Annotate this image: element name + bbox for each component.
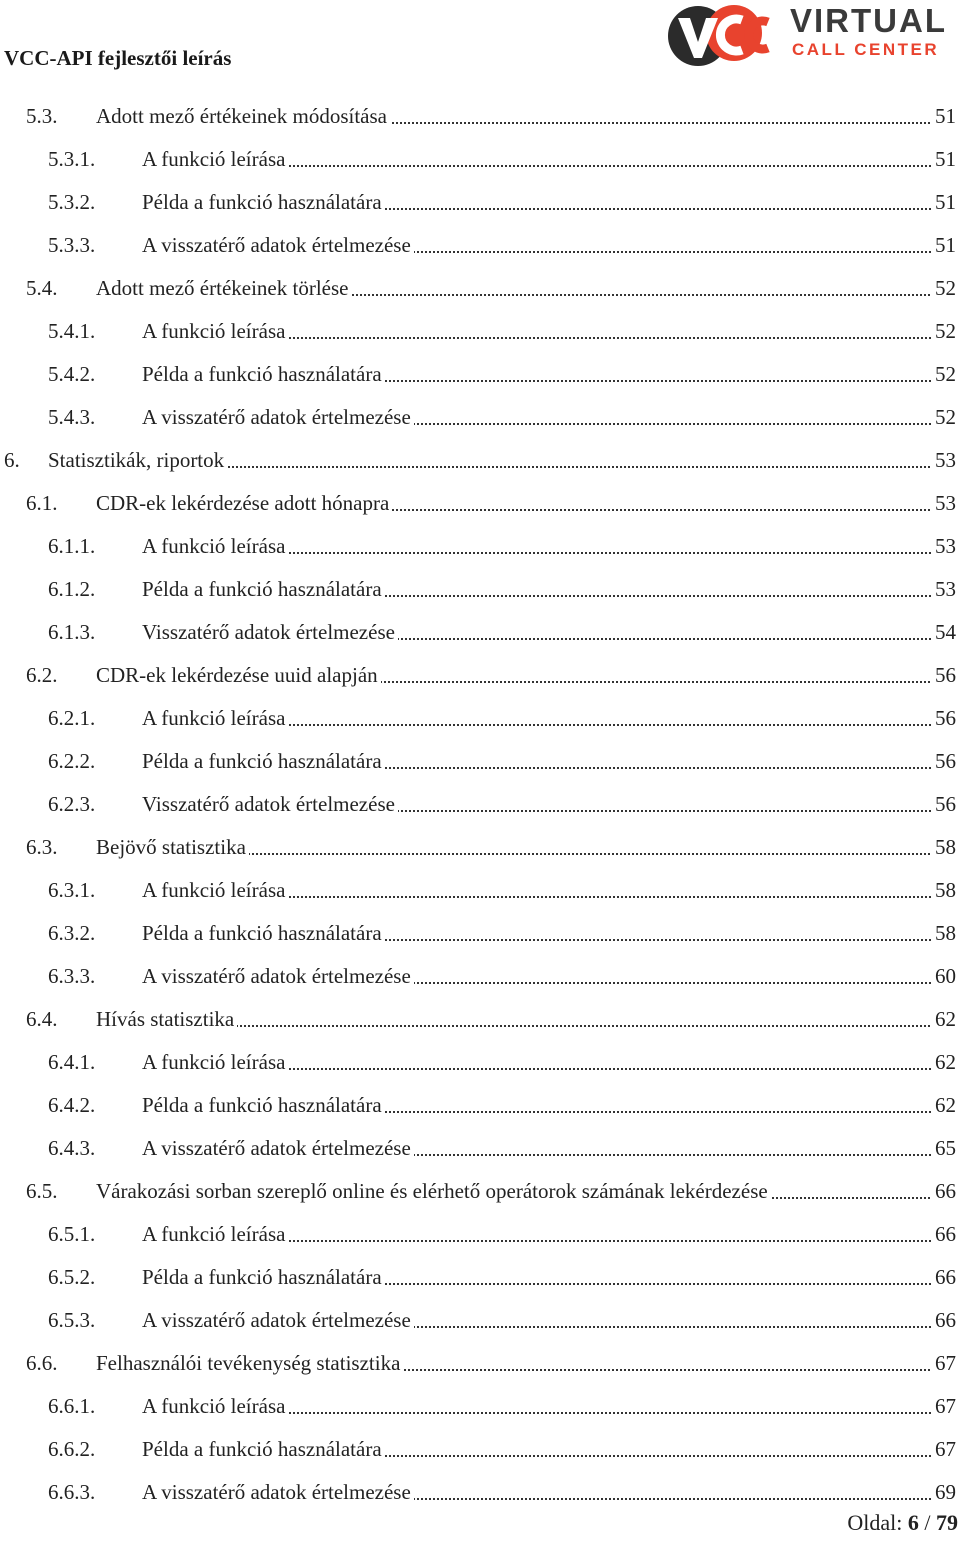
toc-entry-title: A funkció leírása	[142, 1222, 288, 1247]
toc-entry-number: 6.4.2.	[48, 1093, 96, 1117]
footer-label: Oldal:	[847, 1510, 903, 1535]
toc-entry[interactable]	[0, 1257, 960, 1300]
toc-entry-page: 67	[932, 1437, 956, 1462]
toc-entry-number: 6.3.1.	[48, 878, 96, 902]
toc-entry-page: 51	[932, 190, 956, 215]
toc-entry[interactable]	[0, 870, 960, 913]
toc-entry-title: Felhasználói tevékenység statisztika	[96, 1351, 403, 1376]
toc-entry[interactable]	[0, 784, 960, 827]
toc-entry-number: 6.2.1.	[48, 706, 96, 730]
toc-entry-number: 6.4.	[26, 1007, 58, 1031]
toc-entry-page: 51	[932, 233, 956, 258]
toc-entry-title: Hívás statisztika	[96, 1007, 237, 1032]
toc-entry-page: 56	[932, 706, 956, 731]
page-number-footer	[847, 1510, 958, 1536]
toc-entry-number: 6.6.2.	[48, 1437, 96, 1461]
toc-entry-page: 58	[932, 835, 956, 860]
toc-entry-number: 5.4.3.	[48, 405, 96, 429]
toc-entry-title: A funkció leírása	[142, 878, 288, 903]
toc-entry-title: Példa a funkció használatára	[142, 749, 385, 774]
toc-entry[interactable]	[0, 182, 960, 225]
toc-entry-number: 5.3.	[26, 104, 58, 128]
toc-entry-title: Várakozási sorban szereplő online és elérhető operátorok számának lekérdezése	[96, 1179, 771, 1204]
toc-entry-page: 53	[932, 448, 956, 473]
toc-entry-title: A funkció leírása	[142, 147, 288, 172]
toc-entry-number: 6.2.2.	[48, 749, 96, 773]
vcc-logo	[664, 0, 960, 72]
toc-entry[interactable]	[0, 526, 960, 569]
toc-entry-page: 58	[932, 921, 956, 946]
toc-entry-number: 6.3.	[26, 835, 58, 859]
toc-entry-title: Visszatérő adatok értelmezése	[142, 620, 398, 645]
toc-entry-page: 54	[932, 620, 956, 645]
toc-entry[interactable]	[0, 1171, 960, 1214]
toc-entry[interactable]	[0, 311, 960, 354]
toc-entry-number: 6.2.3.	[48, 792, 96, 816]
toc-entry[interactable]	[0, 655, 960, 698]
toc-entry[interactable]	[0, 483, 960, 526]
toc-entry-title: A visszatérő adatok értelmezése	[142, 1308, 414, 1333]
toc-entry-number: 5.3.3.	[48, 233, 96, 257]
toc-entry-title: A funkció leírása	[142, 706, 288, 731]
toc-entry-title: Adott mező értékeinek törlése	[96, 276, 351, 301]
toc-entry-number: 5.4.	[26, 276, 58, 300]
toc-entry-page: 52	[932, 405, 956, 430]
toc-entry-title: Példa a funkció használatára	[142, 362, 385, 387]
toc-entry[interactable]	[0, 1429, 960, 1472]
toc-entry-number: 5.4.2.	[48, 362, 96, 386]
toc-entry[interactable]	[0, 1386, 960, 1429]
toc-entry[interactable]	[0, 1300, 960, 1343]
toc-entry-page: 62	[932, 1093, 956, 1118]
toc-entry-number: 6.5.2.	[48, 1265, 96, 1289]
toc-entry[interactable]	[0, 612, 960, 655]
toc-entry[interactable]	[0, 827, 960, 870]
toc-entry-title: Példa a funkció használatára	[142, 190, 385, 215]
toc-entry-title: Statisztikák, riportok	[48, 448, 227, 473]
toc-entry-title: A funkció leírása	[142, 1050, 288, 1075]
toc-entry-title: Példa a funkció használatára	[142, 1265, 385, 1290]
page-header	[0, 0, 960, 90]
toc-entry-page: 66	[932, 1308, 956, 1333]
toc-entry-title: Bejövő statisztika	[96, 835, 249, 860]
toc-entry-number: 6.5.3.	[48, 1308, 96, 1332]
toc-entry-page: 56	[932, 792, 956, 817]
svg-text:VCC: VCC	[726, 68, 729, 69]
toc-entry-page: 52	[932, 319, 956, 344]
toc-entry-title: CDR-ek lekérdezése adott hónapra	[96, 491, 392, 516]
toc-entry[interactable]	[0, 1472, 960, 1515]
toc-entry-title: Példa a funkció használatára	[142, 577, 385, 602]
toc-entry-title: A visszatérő adatok értelmezése	[142, 233, 414, 258]
toc-entry[interactable]	[0, 268, 960, 311]
toc-entry[interactable]	[0, 225, 960, 268]
toc-entry-title: Példa a funkció használatára	[142, 1437, 385, 1462]
toc-entry[interactable]	[0, 354, 960, 397]
toc-entry-page: 56	[932, 749, 956, 774]
toc-entry-title: Visszatérő adatok értelmezése	[142, 792, 398, 817]
toc-entry-number: 6.6.3.	[48, 1480, 96, 1504]
toc-entry[interactable]	[0, 1343, 960, 1386]
toc-entry[interactable]	[0, 999, 960, 1042]
toc-entry-page: 62	[932, 1007, 956, 1032]
footer-total-pages: 79	[936, 1510, 958, 1535]
toc-entry-page: 53	[932, 534, 956, 559]
toc-entry-number: 6.1.3.	[48, 620, 96, 644]
toc-entry[interactable]	[0, 913, 960, 956]
toc-entry-page: 60	[932, 964, 956, 989]
toc-entry-title: A visszatérő adatok értelmezése	[142, 964, 414, 989]
toc-entry-page: 51	[932, 104, 956, 129]
toc-entry[interactable]	[0, 1128, 960, 1171]
toc-entry-page: 56	[932, 663, 956, 688]
toc-entry-number: 6.3.2.	[48, 921, 96, 945]
toc-entry-page: 67	[932, 1351, 956, 1376]
toc-entry-number: 6.1.2.	[48, 577, 96, 601]
toc-entry-number: 6.5.1.	[48, 1222, 96, 1246]
toc-entry-number: 5.3.2.	[48, 190, 96, 214]
toc-entry[interactable]	[0, 956, 960, 999]
toc-entry-title: A funkció leírása	[142, 319, 288, 344]
footer-current-page: 6	[907, 1510, 919, 1535]
toc-entry[interactable]	[0, 1214, 960, 1257]
toc-entry-page: 66	[932, 1179, 956, 1204]
toc-entry-title: A funkció leírása	[142, 534, 288, 559]
toc-entry[interactable]	[0, 1085, 960, 1128]
toc-entry-number: 5.4.1.	[48, 319, 96, 343]
toc-entry-page: 58	[932, 878, 956, 903]
toc-entry-title: A visszatérő adatok értelmezése	[142, 1136, 414, 1161]
toc-entry-number: 5.3.1.	[48, 147, 96, 171]
toc-entry[interactable]	[0, 698, 960, 741]
logo-text-call-center: CALL CENTER	[792, 40, 940, 59]
toc-entry-page: 53	[932, 491, 956, 516]
toc-entry-page: 69	[932, 1480, 956, 1505]
toc-entry-page: 51	[932, 147, 956, 172]
toc-entry-number: 6.1.	[26, 491, 58, 515]
toc-entry[interactable]	[0, 741, 960, 784]
toc-entry-page: 52	[932, 362, 956, 387]
toc-entry-number: 6.4.3.	[48, 1136, 96, 1160]
footer-separator: /	[924, 1510, 931, 1535]
toc-entry[interactable]	[0, 440, 960, 483]
toc-entry[interactable]	[0, 1042, 960, 1085]
toc-entry-page: 65	[932, 1136, 956, 1161]
document-title: VCC-API fejlesztői leírás	[4, 46, 232, 70]
toc-entry-page: 53	[932, 577, 956, 602]
toc-entry-number: 6.4.1.	[48, 1050, 96, 1074]
toc-entry-page: 62	[932, 1050, 956, 1075]
toc-entry-number: 6.	[4, 448, 20, 472]
toc-entry-title: Példa a funkció használatára	[142, 1093, 385, 1118]
toc-entry-number: 6.2.	[26, 663, 58, 687]
toc-entry-page: 67	[932, 1394, 956, 1419]
toc-entry-number: 6.6.1.	[48, 1394, 96, 1418]
vcc-logo-mark-icon	[664, 0, 788, 72]
toc-entry-title: CDR-ek lekérdezése uuid alapján	[96, 663, 381, 688]
toc-entry-title: A funkció leírása	[142, 1394, 288, 1419]
toc-entry[interactable]	[0, 569, 960, 612]
toc-entry-title: A visszatérő adatok értelmezése	[142, 1480, 414, 1505]
toc-entry-number: 6.1.1.	[48, 534, 96, 558]
toc-entry-page: 66	[932, 1265, 956, 1290]
toc-entry[interactable]	[0, 397, 960, 440]
logo-text-virtual: VIRTUAL	[790, 2, 947, 39]
toc-entry[interactable]	[0, 96, 960, 139]
toc-entry-title: A visszatérő adatok értelmezése	[142, 405, 414, 430]
toc-entry-title: Adott mező értékeinek módosítása	[96, 104, 390, 129]
toc-entry-number: 6.6.	[26, 1351, 58, 1375]
toc-entry[interactable]	[0, 139, 960, 182]
toc-entry-number: 6.5.	[26, 1179, 58, 1203]
toc-entry-page: 66	[932, 1222, 956, 1247]
toc-entry-title: Példa a funkció használatára	[142, 921, 385, 946]
toc-entry-number: 6.3.3.	[48, 964, 96, 988]
toc-entry-page: 52	[932, 276, 956, 301]
